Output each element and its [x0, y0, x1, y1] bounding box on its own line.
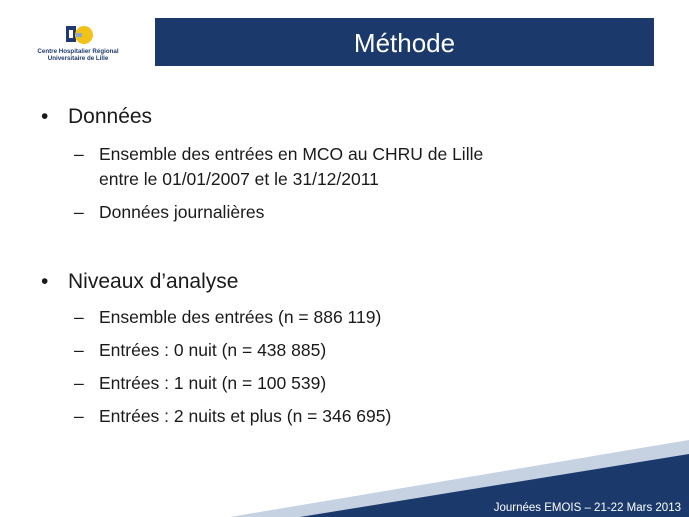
- list-item-line-1: Entrées : 2 nuits et plus (n = 346 695): [99, 406, 392, 426]
- logo-line-1: Centre Hospitalier Régional: [37, 48, 119, 55]
- list-item-line-1: Ensemble des entrées (n = 886 119): [99, 307, 382, 327]
- dash-icon: –: [74, 406, 84, 426]
- section-heading-niveaux: [41, 270, 239, 294]
- section-heading-label: Niveaux d’analyse: [68, 270, 239, 293]
- list-item-line-1: Entrées : 0 nuit (n = 438 885): [99, 340, 327, 360]
- logo-caption: [28, 48, 128, 62]
- list-item-line-1: Entrées : 1 nuit (n = 100 539): [99, 373, 327, 393]
- list-item-line-1: Données journalières: [99, 202, 265, 222]
- list-item: [74, 371, 327, 396]
- dash-icon: –: [74, 144, 84, 164]
- dash-icon: –: [74, 340, 84, 360]
- section-heading-label: Données: [68, 105, 153, 128]
- bullet-dot-icon: •: [41, 105, 49, 128]
- dash-icon: –: [74, 373, 84, 393]
- logo-line-2: Universitaire de Lille: [47, 55, 109, 62]
- footer-event: Journées EMOIS – 21-22 Mars 2013: [493, 502, 681, 514]
- list-item: [74, 142, 484, 192]
- list-item: [74, 404, 392, 429]
- list-item: [74, 305, 382, 330]
- list-item-line-2: entre le 01/01/2007 et le 31/12/2011: [99, 169, 379, 189]
- list-item-line-1: Ensemble des entrées en MCO au CHRU de Lille: [99, 144, 484, 164]
- dash-icon: –: [74, 307, 84, 327]
- section-heading-donnees: [41, 105, 153, 129]
- dash-icon: –: [74, 202, 84, 222]
- chru-logo-icon: [62, 24, 96, 46]
- list-item: [74, 338, 327, 363]
- bullet-dot-icon: •: [41, 270, 49, 293]
- chru-lille-logo: [28, 24, 128, 70]
- title-bar: [155, 18, 654, 66]
- list-item: [74, 200, 265, 225]
- slide-title: Méthode: [353, 28, 456, 58]
